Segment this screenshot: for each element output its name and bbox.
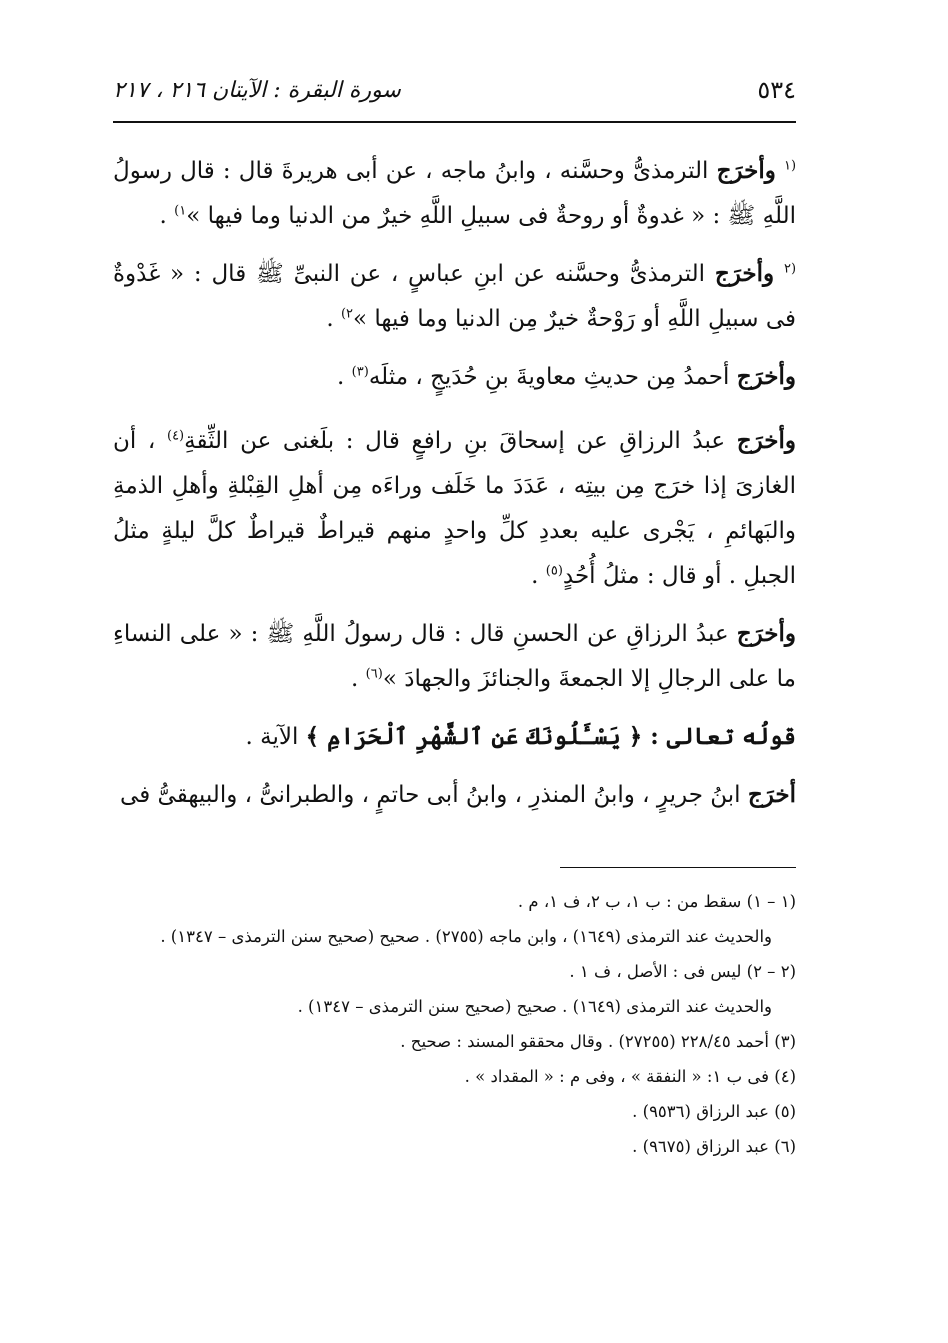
- footnote-5: (٥) عبد الرزاق (٩٥٣٦) .: [632, 1102, 796, 1121]
- footnote-ref: (١: [783, 158, 797, 174]
- paragraph-text: عبدُ الرزاقِ عن إسحاقَ بنِ رافعٍ قال : بلَغنى عن الثِّقةِ: [184, 428, 737, 454]
- footnote-2-source: والحديث عند الترمذى (١٦٤٩) . صحيح (صحيح سنن الترمذى – ١٣٤٧) .: [297, 997, 772, 1016]
- footnote-1: (١ – ١) سقط من : ب ١، ب ٢، ف ١، م .: [517, 892, 796, 911]
- main-text: [113, 148, 796, 830]
- footnotes: [113, 886, 796, 1166]
- paragraph-text: ، أن الغازىَ إذا خرَج مِن بيتِه ، عَدَدَ ما خَلَف وراءَه مِن أهلِ القِبْلةِ وأهلِ الذمةِ والبَهائمِ ، يَجْرى عليه بعددِ كلِّ واحدٍ منهم قيراطٌ قيراطٌ كلَّ ليلةٍ مثلُ الجبلِ . أو قال : مثلُ أُحُدٍ: [113, 428, 796, 589]
- header-rule: [113, 121, 796, 123]
- paragraph-end: .: [337, 364, 352, 390]
- paragraph-6: [113, 714, 796, 760]
- paragraph-text: ابنُ جريرٍ ، وابنُ المنذرِ ، وابنُ أبى حاتمٍ ، والطبرانىُّ ، والبيهقىُّ فى: [120, 782, 748, 808]
- lead-word: أخرَج: [747, 781, 796, 808]
- lead-word: وأخرَج: [716, 157, 776, 184]
- footnote-2: (٢ – ٢) ليس فى : الأصل ، ف ١ .: [569, 962, 796, 981]
- lead-word: وأخرَج: [736, 620, 796, 647]
- paragraph-3: [113, 354, 796, 400]
- section-heading: قولُه تعالى :: [650, 723, 796, 750]
- paragraph-end: .: [531, 563, 546, 589]
- footnote-6: (٦) عبد الرزاق (٩٦٧٥) .: [632, 1137, 796, 1156]
- paragraph-end: .: [159, 203, 175, 229]
- paragraph-text: أحمدُ مِن حديثِ معاويةَ بنِ حُدَيجٍ ، مثلَه: [368, 364, 737, 390]
- paragraph-end: الآية .: [245, 724, 306, 750]
- paragraph-text: الترمذىُّ وحسَّنه ، وابنُ ماجه ، عن أبى هريرةَ قال : قال رسولُ اللَّهِ ﷺ : « غدوةٌ أو روحةٌ فى سبيلِ اللَّهِ خيرٌ من الدنيا وما فيها »: [113, 158, 796, 229]
- footnote-ref: (٦): [365, 666, 383, 682]
- paragraph-end: .: [351, 666, 366, 692]
- quran-verse: ﴿ يَسْـَٔلُونَكَ عَنِ ٱلشَّهْرِ ٱلْحَرَامِ ﴾: [305, 723, 651, 750]
- lead-word: وأخرَج: [736, 363, 796, 390]
- lead-word: وأخرَج: [736, 427, 797, 454]
- footnote-4: (٤) فى ب ١: « النفقة » ، وفى م : « المقداد » .: [464, 1067, 796, 1086]
- footnote-ref: ٢): [340, 306, 353, 322]
- running-title: سورة البقرة : الآيتان ٢١٦ ، ٢١٧: [113, 77, 401, 103]
- paragraph-text: عبدُ الرزاقِ عن الحسنِ قال : قال رسولُ اللَّهِ ﷺ : « على النساءِ ما على الرجالِ إلا الجمعةَ والجنائزَ والجهادَ »: [113, 621, 796, 692]
- footnote-3: (٣) أحمد ٢٢٨/٤٥ (٢٧٢٥٥) . وقال محققو المسند : صحيح .: [400, 1032, 796, 1051]
- paragraph-text: الترمذىُّ وحسَّنه عن ابنِ عباسٍ ، عن النبىِّ ﷺ قال : « غَدْوةٌ فى سبيلِ اللَّهِ أو رَوْحةٌ خيرٌ مِن الدنيا وما فيها »: [113, 261, 796, 332]
- footnote-ref: (٣): [351, 364, 369, 380]
- page-number: ٥٣٤: [757, 76, 796, 104]
- paragraph-end: .: [326, 306, 341, 332]
- paragraph-2: [113, 251, 796, 342]
- footnote-ref: (٥): [545, 563, 563, 579]
- footnote-ref: (٢: [783, 261, 797, 277]
- paragraph-5: [113, 611, 796, 702]
- paragraph-1: [113, 148, 796, 239]
- page-header: [113, 70, 796, 110]
- footnote-1-source: والحديث عند الترمذى (١٦٤٩) ، وابن ماجه (٢٧٥٥) . صحيح (صحيح سنن الترمذى – ١٣٤٧) .: [160, 927, 772, 946]
- lead-word: وأخرَج: [714, 260, 775, 287]
- paragraph-7: [113, 772, 796, 818]
- footnote-rule: [560, 867, 796, 868]
- footnote-ref: ١): [174, 203, 187, 219]
- paragraph-4: [113, 418, 796, 599]
- footnote-ref: (٤): [166, 428, 185, 444]
